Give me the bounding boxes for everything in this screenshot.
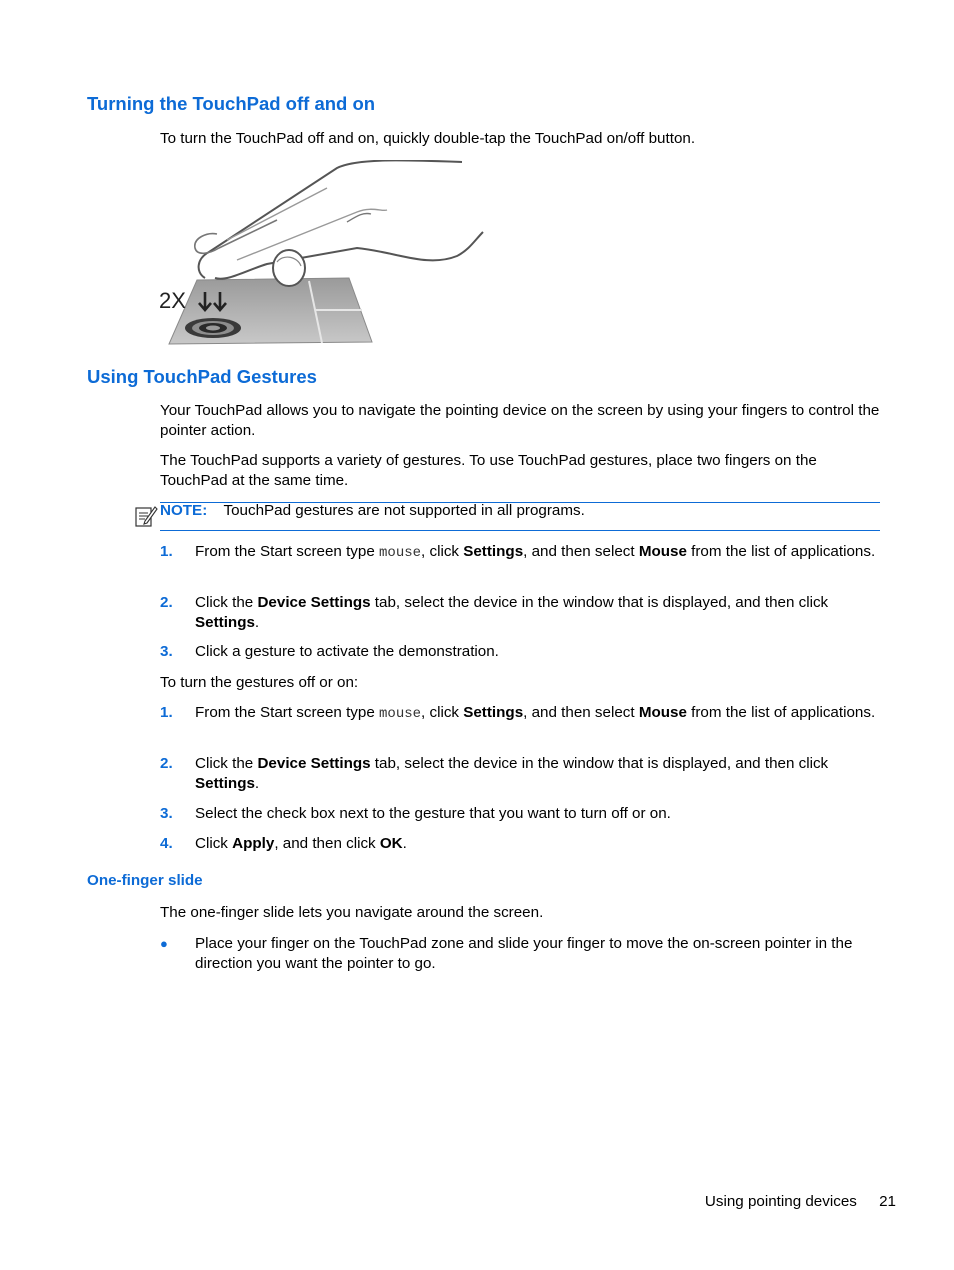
list2-step4-number: 4. — [160, 835, 173, 852]
bullet-one-finger-slide: Place your finger on the TouchPad zone and slide your finger to move the on-screen pointer in the direction you want the pointer to go. — [195, 935, 853, 972]
note — [160, 501, 880, 521]
note-text: TouchPad gestures are not supported in all programs. — [223, 502, 585, 519]
section-heading-touchpad-off-on: Turning the TouchPad off and on — [87, 93, 376, 114]
footer-section-title: Using pointing devices — [704, 1193, 857, 1210]
paragraph-touchpad-toggle: To turn the TouchPad off and on, quickly double-tap the TouchPad on/off button. — [160, 130, 696, 147]
paragraph-toggle-gestures: To turn the gestures off or on: — [160, 674, 359, 691]
paragraph-one-finger-slide: The one-finger slide lets you navigate around the screen. — [160, 904, 544, 921]
list1-step1-number: 1. — [160, 543, 173, 560]
list2-step2-number: 2. — [160, 755, 173, 772]
list1-step2-number: 2. — [160, 594, 173, 611]
note-icon — [134, 504, 158, 528]
subsection-heading-one-finger-slide: One-finger slide — [87, 872, 203, 889]
note-label: NOTE: — [160, 502, 208, 519]
list2-step2: Click the Device Settings tab, select the device in the window that is displayed, and then click Settings. — [195, 755, 829, 792]
bullet-icon: ● — [160, 936, 168, 951]
list1-step3: Click a gesture to activate the demonstration. — [195, 643, 499, 660]
note-bottom-rule — [160, 530, 880, 531]
list2-step4: Click Apply, and then click OK. — [195, 835, 407, 852]
page-number: 21 — [879, 1193, 896, 1210]
list1-step2: Click the Device Settings tab, select the device in the window that is displayed, and then click Settings. — [195, 594, 829, 631]
touchpad-double-tap-illustration — [157, 160, 487, 348]
paragraph-touchpad-gestures: The TouchPad supports a variety of gestures. To use TouchPad gestures, place two fingers on the TouchPad at the same time. — [160, 452, 817, 489]
double-tap-label: 2X — [159, 288, 186, 313]
page-footer — [705, 1192, 896, 1212]
list2-step3: Select the check box next to the gesture that you want to turn off or on. — [195, 805, 671, 822]
section-heading-touchpad-gestures: Using TouchPad Gestures — [87, 366, 317, 387]
list2-step3-number: 3. — [160, 805, 173, 822]
list2-step1-number: 1. — [160, 704, 173, 721]
paragraph-touchpad-navigation: Your TouchPad allows you to navigate the pointing device on the screen by using your fingers to control the pointer action. — [160, 402, 880, 439]
list2-step1: From the Start screen type mouse, click Settings, and then select Mouse from the list of applications. — [195, 704, 876, 722]
command-mouse: mouse — [379, 706, 422, 722]
list1-step3-number: 3. — [160, 643, 173, 660]
list1-step1: From the Start screen type mouse, click Settings, and then select Mouse from the list of applications. — [195, 543, 876, 561]
command-mouse: mouse — [379, 545, 422, 561]
